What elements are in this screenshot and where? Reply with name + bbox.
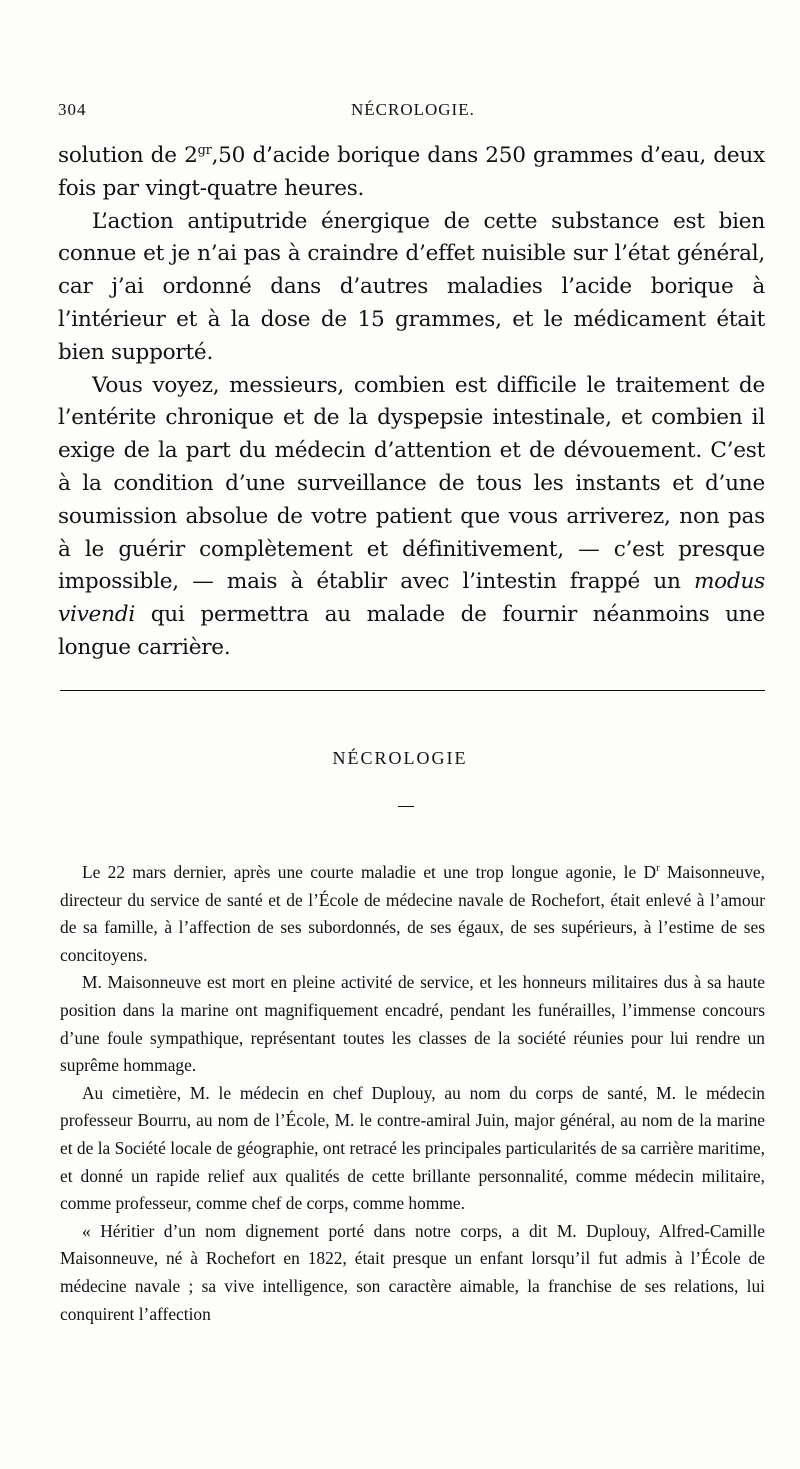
paragraph	[58, 140, 765, 206]
paragraph	[58, 370, 765, 665]
running-title: NÉCROLOGIE.	[351, 100, 475, 119]
text-run: Maisonneuve, directeur du service de santé et de l’École de médecine navale de Rochefort, était enlevé à l’amour de sa famille, à l’affection de ses subordonnés, de ses égaux, de ses supérieurs, à l’estime de ses concitoyens.	[60, 862, 765, 965]
text-run: solution de 2	[58, 143, 198, 168]
paragraph: M. Maisonneuve est mort en pleine activité de service, et les honneurs militaires dus à sa haute position dans la marine ont magnifiquement encadré, pendant les funérailles, l’immense concours d’une foule sympathique, représentant toutes les classes de la société réunies pour lui rendre un suprême hommage.	[60, 972, 765, 1076]
obituary-body	[60, 859, 765, 1328]
paragraph: L’action antiputride énergique de cette substance est bien connue et je n’ai pas à craindre d’effet nuisible sur l’état général, car j’ai ordonné dans d’autres maladies l’acide borique à l’intérieur et à la dose de 15 grammes, et le médicament était bien supporté.	[58, 208, 765, 365]
italic-phrase: modus vivendi	[58, 569, 765, 628]
running-header	[58, 100, 760, 124]
paragraph: « Héritier d’un nom dignement porté dans notre corps, a dit M. Duplouy, Alfred-Camille Maisonneuve, né à Rochefort en 1822, était presque un enfant lorsqu’il fut admis à l’École de médecine navale ; sa vive intelligence, son caractère aimable, la franchise de ses relations, lui conquirent l’affection	[60, 1220, 765, 1324]
text-run: qui permettra au malade de fournir néanmoins une longue carrière.	[58, 602, 765, 660]
text-run: Vous voyez, messieurs, combien est difficile le traitement de l’entérite chronique et de la dyspepsie intestinale, et combien il exige de la part du médecin d’attention et de dévouement. C’est à la condition d’une surveillance de tous les instants et d’une soumission absolue de votre patient que vous arriverez, non pas à le guérir complètement et définitivement, — c’est presque impossible, — mais à établir avec l’intestin frappé un	[58, 372, 765, 595]
paragraph	[60, 859, 765, 969]
superscript: gr	[197, 142, 212, 158]
superscript: r	[656, 863, 660, 875]
section-title: NÉCROLOGIE	[332, 748, 468, 768]
text-run: Le 22 mars dernier, après une courte maladie et une trop longue agonie, le D	[82, 862, 657, 882]
section-divider	[60, 690, 765, 691]
text-run: ,50 d’acide borique dans 250 grammes d’eau, deux fois par vingt-quatre heures.	[58, 143, 765, 201]
title-dash	[398, 806, 414, 807]
lecture-conclusion	[58, 140, 765, 665]
page-number: 304	[58, 100, 87, 119]
paragraph: Au cimetière, M. le médecin en chef Duplouy, au nom du corps de santé, M. le médecin professeur Bourru, au nom de l’École, M. le contre-amiral Juin, major général, au nom de la marine et de la Société locale de géographie, ont retracé les principales particularités de sa carrière maritime, et donné un rapide relief aux qualités de cette brillante personnalité, comme médecin militaire, comme professeur, comme chef de corps, comme homme.	[60, 1082, 765, 1214]
